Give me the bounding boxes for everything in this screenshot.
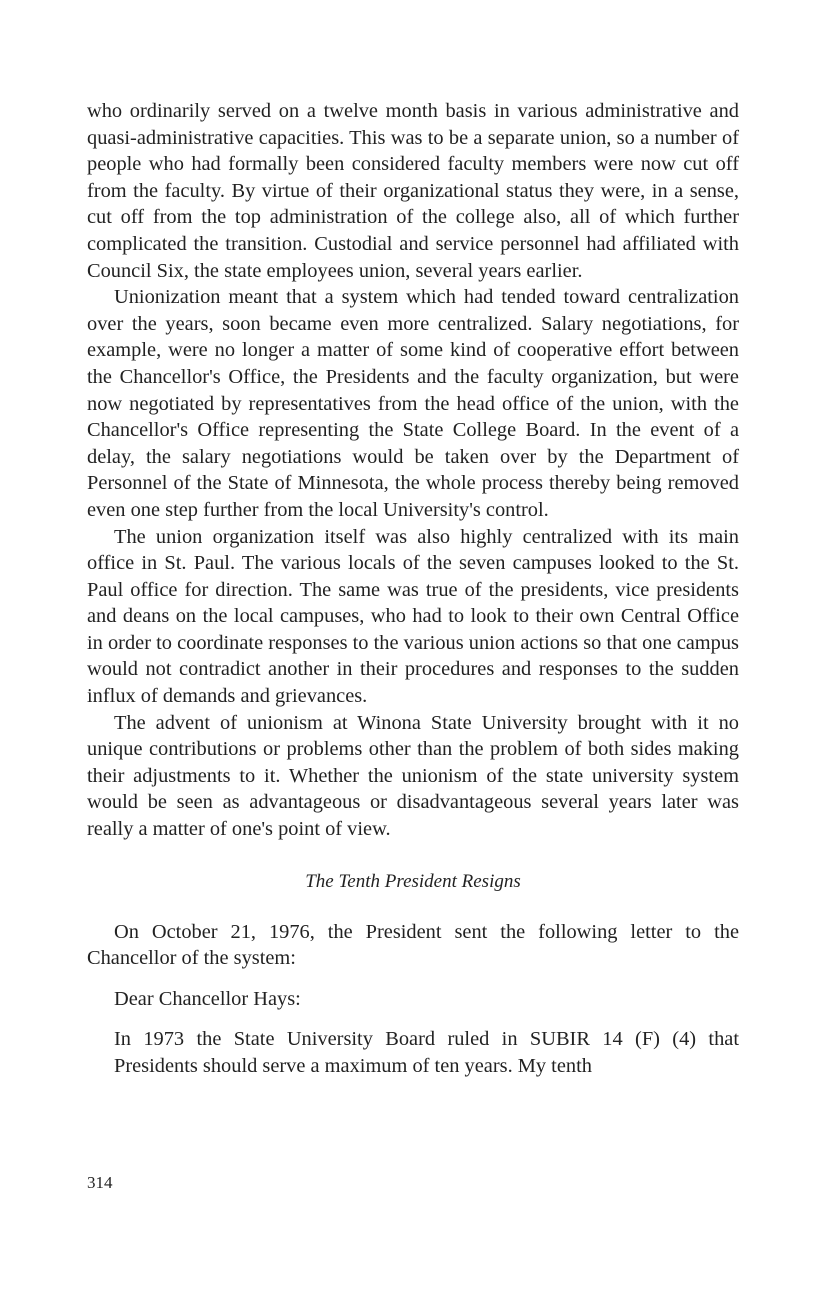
paragraph-centralization: Unionization meant that a system which had tended toward centralization over the years, soon became even more centralized. Salary negotiations, for example, were no longer a matter of some kind of cooperative effort between the Chancellor's Office, the Presidents and the faculty organization, but were now negotiated by representatives from the head office of the union, with the Chancellor's Office representing the State College Board. In the event of a delay, the salary negotiations would be taken over by the Department of Personnel of the State of Minnesota, the whole process thereby being removed even one step further from the local University's control. — [87, 286, 739, 521]
paragraph-union-organization: The union organization itself was also highly centralized with its main office in St. Paul. The various locals of the seven campuses looked to the St. Paul office for direction. The same was true of the presidents, vice presidents and deans on the local campuses, who had to look to their own Central Office in order to coordinate responses to the various union actions so that one campus would not contradict another in their procedures and responses to the sudden influx of demands and grievances. — [87, 525, 739, 708]
section-heading: The Tenth President Resigns — [305, 870, 521, 892]
letter-body: In 1973 the State University Board ruled in SUBIR 14 (F) (4) that Presidents should serve a maximum of ten years. My tenth — [114, 1028, 739, 1077]
paragraph-letter-intro: On October 21, 1976, the President sent the following letter to the Chancellor of the system: — [87, 920, 739, 970]
page-number: 314 — [87, 1173, 113, 1192]
letter-block — [87, 986, 739, 1080]
letter-salutation: Dear Chancellor Hays: — [114, 987, 301, 1010]
document-page — [87, 98, 739, 1080]
paragraph-advent-of-unionism: The advent of unionism at Winona State University brought with it no unique contributions or problems other than the problem of both sides making their adjustments to it. Whether the unionism of the state university system would be seen as advantageous or disadvantageous several years later was really a matter of one's point of view. — [87, 711, 739, 841]
paragraph-administrative-union: who ordinarily served on a twelve month basis in various administrative and quasi-administrative capacities. This was to be a separate union, so a number of people who had formally been considered faculty members were now cut off from the faculty. By virtue of their organizational status they were, in a sense, cut off from the top administration of the college also, all of which further complicated the transition. Custodial and service personnel had affiliated with Council Six, the state employees union, several years earlier. — [87, 100, 739, 282]
